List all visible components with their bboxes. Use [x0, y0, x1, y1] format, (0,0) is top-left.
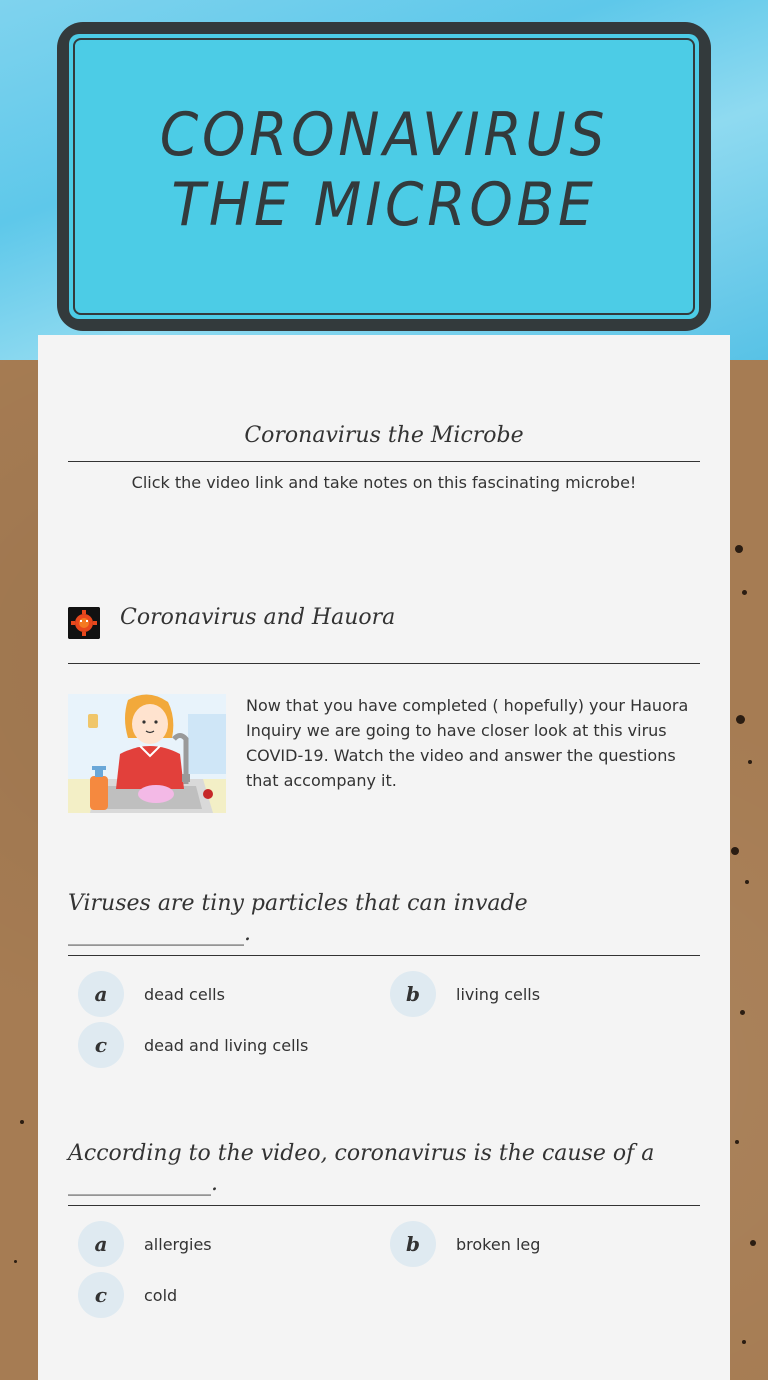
- option-label[interactable]: allergies: [144, 1234, 212, 1254]
- option-letter-c[interactable]: c: [78, 1272, 124, 1318]
- section-title-microbe: Coronavirus the Microbe: [244, 423, 524, 448]
- question-2-option-c[interactable]: [78, 1272, 177, 1318]
- worksheet-card: [38, 335, 730, 1380]
- question-2-text: According to the video, coronavirus is the cause of a _____________.: [68, 1141, 655, 1196]
- option-label[interactable]: cold: [144, 1285, 178, 1305]
- divider: [68, 1205, 700, 1206]
- section-title-hauora: Coronavirus and Hauora: [120, 605, 396, 630]
- option-letter-b[interactable]: b: [390, 1221, 436, 1267]
- option-letter-b[interactable]: b: [390, 971, 436, 1017]
- question-2-option-b[interactable]: [390, 1221, 540, 1267]
- question-1-option-c[interactable]: [78, 1022, 308, 1068]
- option-letter-c[interactable]: c: [78, 1022, 124, 1068]
- section-description-hauora: Now that you have completed ( hopefully) your Hauora Inquiry we are going to have closer look at this virus COVID-19. Watch the video and answer the questions that accompany it.: [246, 696, 689, 790]
- header-banner: [57, 22, 711, 331]
- question-1-option-b[interactable]: [390, 971, 540, 1017]
- option-letter-a[interactable]: a: [78, 971, 124, 1017]
- question-1-text: Viruses are tiny particles that can invade ________________.: [68, 891, 528, 946]
- option-label[interactable]: dead cells: [144, 984, 225, 1004]
- question-2-option-a[interactable]: [78, 1221, 212, 1267]
- girl-washing-hands-illustration: [68, 694, 226, 813]
- divider: [68, 461, 700, 462]
- virus-icon: [68, 607, 100, 639]
- divider: [68, 955, 700, 956]
- question-1-option-a[interactable]: [78, 971, 225, 1017]
- option-letter-a[interactable]: a: [78, 1221, 124, 1267]
- section-description-microbe: Click the video link and take notes on this fascinating microbe!: [131, 473, 637, 492]
- option-label[interactable]: dead and living cells: [144, 1035, 309, 1055]
- option-label[interactable]: broken leg: [456, 1234, 541, 1254]
- page-title: CORONAVIRUS THE MICROBE: [159, 100, 609, 240]
- divider: [68, 663, 700, 664]
- option-label[interactable]: living cells: [456, 984, 541, 1004]
